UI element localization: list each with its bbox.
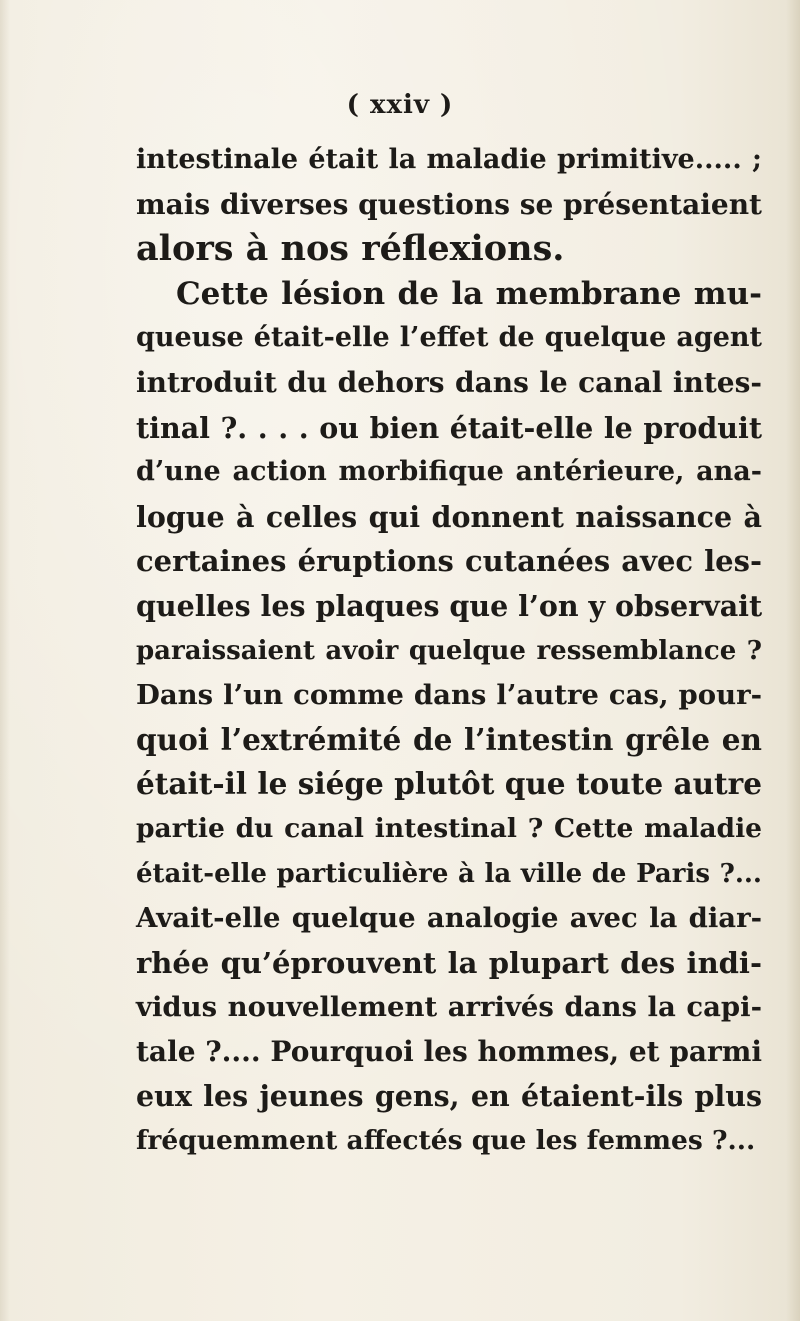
text-line: certaines éruptions cutanées avec les- xyxy=(136,544,762,579)
text-line: mais diverses questions se présentaient xyxy=(136,187,762,221)
text-line: tinal ?. . . . ou bien était-elle le produit xyxy=(136,410,762,445)
text-line: queuse était-elle l’effet de quelque agent xyxy=(136,322,762,354)
text-line: quelles les plaques que l’on y observait xyxy=(136,588,763,623)
text-line: intestinale était la maladie primitive..... ; xyxy=(136,144,762,175)
text-line: d’une action morbifique antérieure, ana- xyxy=(136,456,762,488)
text-line: vidus nouvellement arrivés dans la capi- xyxy=(136,991,762,1024)
page-right-edge xyxy=(786,0,800,1321)
page-number: ( xxiv ) xyxy=(346,90,454,120)
text-line: fréquemment affectés que les femmes ?... xyxy=(136,1125,756,1157)
text-line: eux les jeunes gens, en étaient-ils plus xyxy=(136,1079,762,1114)
text-line: paraissaient avoir quelque ressemblance ? xyxy=(136,635,762,666)
text-line: Cette lésion de la membrane mu- xyxy=(176,275,762,312)
text-line: partie du canal intestinal ? Cette maladie xyxy=(136,812,762,844)
text-line: introduit du dehors dans le canal intes- xyxy=(136,365,762,399)
text-line: quoi l’extrémité de l’intestin grêle en xyxy=(136,721,762,757)
text-line: était-il le siége plutôt que toute autre xyxy=(136,766,762,802)
text-line: tale ?.... Pourquoi les hommes, et parmi xyxy=(136,1034,763,1068)
text-line: Avait-elle quelque analogie avec la diar- xyxy=(136,902,762,935)
text-line: était-elle particulière à la ville de Paris ?... xyxy=(136,858,762,889)
text-line: logue à celles qui donnent naissance à xyxy=(136,499,762,534)
text-line: alors à nos réflexions. xyxy=(136,228,565,270)
page-left-edge xyxy=(0,0,10,1321)
body-text xyxy=(136,138,762,1164)
text-line: rhée qu’éprouvent la plupart des indi- xyxy=(136,945,762,980)
text-line: Dans l’un comme dans l’autre cas, pour- xyxy=(136,679,762,712)
